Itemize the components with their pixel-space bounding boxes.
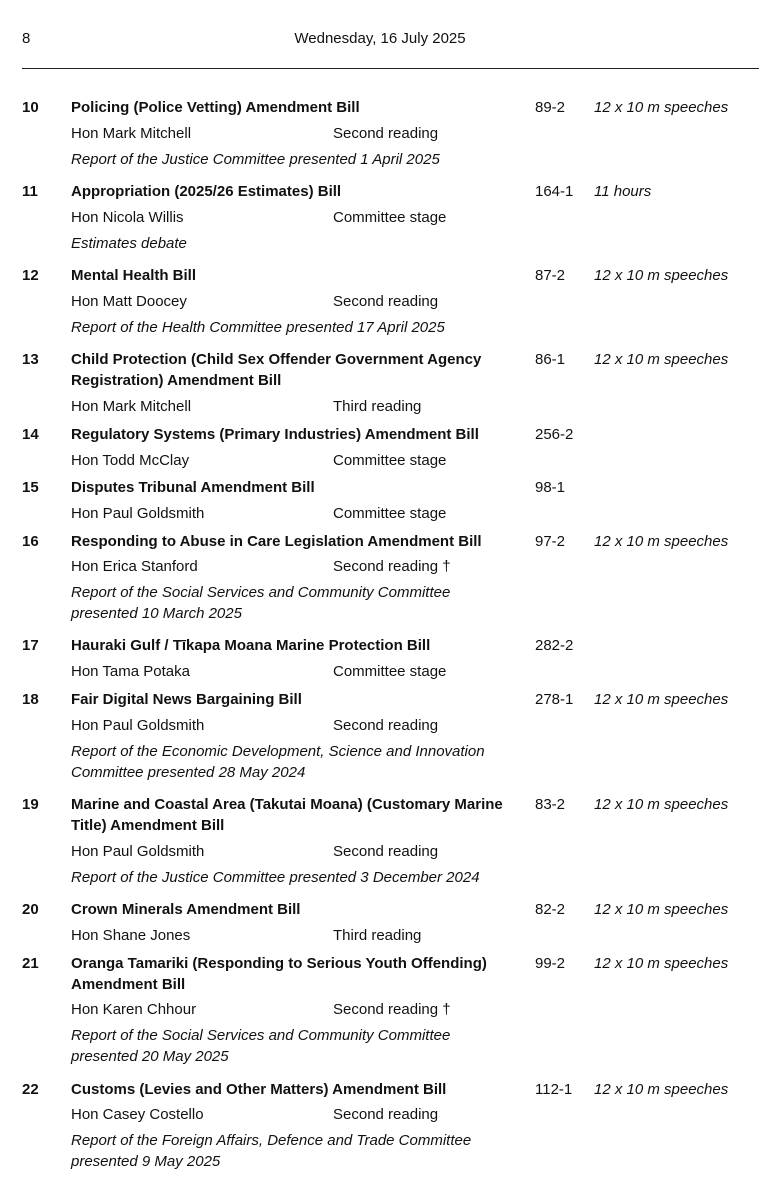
minister-name: Hon Erica Stanford: [71, 558, 198, 575]
page-date: Wednesday, 16 July 2025: [294, 30, 466, 47]
bill-title: Hauraki Gulf / Tīkapa Moana Marine Protection Bill: [71, 637, 431, 654]
item-number: 13: [22, 351, 39, 368]
minister-name: Hon Todd McClay: [71, 452, 190, 469]
bill-entry-16: [0, 531, 760, 635]
minister-name: Hon Tama Potaka: [71, 663, 190, 680]
bill-title: Disputes Tribunal Amendment Bill: [71, 479, 315, 496]
debate-time: 12 x 10 m speeches: [594, 1081, 729, 1098]
committee-note: Report of the Justice Committee presented 1 April 2025: [71, 151, 440, 168]
debate-time: 12 x 10 m speeches: [594, 267, 729, 284]
item-number: 15: [22, 479, 39, 496]
bill-entry-20: [0, 899, 760, 953]
item-number: 14: [22, 426, 39, 443]
bill-entry-14: [0, 424, 760, 477]
minister-name: Hon Karen Chhour: [71, 1001, 197, 1018]
bill-number: 98-1: [535, 479, 566, 496]
committee-note: Report of the Foreign Affairs, Defence and Trade Committee presented 9 May 2025: [71, 1132, 472, 1170]
bill-title: Policing (Police Vetting) Amendment Bill: [71, 99, 360, 116]
item-number: 16: [22, 533, 39, 550]
reading-stage: Third reading: [333, 398, 422, 415]
bill-entry-17: [0, 635, 760, 689]
committee-note: Estimates debate: [71, 235, 187, 252]
bill-entry-19: [0, 794, 760, 899]
bill-number: 278-1: [535, 691, 574, 708]
reading-stage: Committee stage: [333, 505, 447, 522]
reading-stage: Second reading †: [333, 558, 451, 575]
bill-entry-13: [0, 349, 760, 424]
bill-number: 87-2: [535, 267, 566, 284]
item-number: 19: [22, 796, 39, 813]
bill-number: 86-1: [535, 351, 566, 368]
debate-time: 11 hours: [594, 183, 652, 200]
bill-entry-15: [0, 477, 760, 531]
bill-title: Customs (Levies and Other Matters) Amendment Bill: [71, 1081, 447, 1098]
bill-title: Oranga Tamariki (Responding to Serious Youth Offending) Amendment Bill: [71, 955, 487, 993]
bill-entry-10: [0, 97, 760, 181]
bill-entry-22: [0, 1079, 760, 1169]
reading-stage: Committee stage: [333, 663, 447, 680]
bill-title: Crown Minerals Amendment Bill: [71, 901, 301, 918]
header-rule: [22, 68, 759, 69]
reading-stage: Committee stage: [333, 209, 447, 226]
committee-note: Report of the Social Services and Community Committee presented 20 May 2025: [71, 1027, 451, 1065]
bill-title: Regulatory Systems (Primary Industries) Amendment Bill: [71, 426, 479, 443]
minister-name: Hon Nicola Willis: [71, 209, 184, 226]
item-number: 11: [22, 183, 38, 200]
reading-stage: Second reading: [333, 843, 439, 860]
bill-title: Responding to Abuse in Care Legislation Amendment Bill: [71, 533, 482, 550]
bill-number: 99-2: [535, 955, 566, 972]
debate-time: 12 x 10 m speeches: [594, 901, 729, 918]
item-number: 21: [22, 955, 39, 972]
reading-stage: Second reading: [333, 293, 439, 310]
minister-name: Hon Paul Goldsmith: [71, 505, 205, 522]
bill-number: 83-2: [535, 796, 566, 813]
committee-note: Report of the Health Committee presented 17 April 2025: [71, 319, 445, 336]
bill-number: 89-2: [535, 99, 566, 116]
item-number: 18: [22, 691, 39, 708]
bill-entry-18: [0, 689, 760, 794]
minister-name: Hon Paul Goldsmith: [71, 717, 205, 734]
minister-name: Hon Paul Goldsmith: [71, 843, 205, 860]
minister-name: Hon Shane Jones: [71, 927, 191, 944]
minister-name: Hon Mark Mitchell: [71, 398, 192, 415]
order-paper-entries: [0, 97, 760, 1169]
reading-stage: Second reading: [333, 717, 439, 734]
item-number: 12: [22, 267, 39, 284]
bill-number: 164-1: [535, 183, 574, 200]
debate-time: 12 x 10 m speeches: [594, 99, 729, 116]
reading-stage: Second reading: [333, 125, 439, 142]
committee-note: Report of the Economic Development, Science and Innovation Committee presented 28 May 2024: [71, 743, 485, 781]
bill-number: 256-2: [535, 426, 574, 443]
bill-number: 112-1: [535, 1081, 573, 1098]
bill-title: Child Protection (Child Sex Offender Government Agency Registration) Amendment Bill: [71, 351, 482, 389]
debate-time: 12 x 10 m speeches: [594, 691, 729, 708]
bill-entry-21: [0, 953, 760, 1079]
reading-stage: Third reading: [333, 927, 422, 944]
bill-entry-11: [0, 181, 760, 265]
minister-name: Hon Casey Costello: [71, 1106, 204, 1123]
bill-number: 97-2: [535, 533, 566, 550]
bill-title: Marine and Coastal Area (Takutai Moana) (Customary Marine Title) Amendment Bill: [71, 796, 503, 834]
reading-stage: Second reading: [333, 1106, 439, 1123]
bill-title: Appropriation (2025/26 Estimates) Bill: [71, 183, 342, 200]
bill-title: Fair Digital News Bargaining Bill: [71, 691, 302, 708]
item-number: 10: [22, 99, 39, 116]
bill-title: Mental Health Bill: [71, 267, 197, 284]
debate-time: 12 x 10 m speeches: [594, 351, 729, 368]
minister-name: Hon Mark Mitchell: [71, 125, 192, 142]
minister-name: Hon Matt Doocey: [71, 293, 187, 310]
item-number: 22: [22, 1081, 39, 1098]
reading-stage: Second reading †: [333, 1001, 451, 1018]
bill-entry-12: [0, 265, 760, 349]
item-number: 20: [22, 901, 39, 918]
bill-number: 282-2: [535, 637, 574, 654]
page-number: 8: [22, 30, 31, 47]
committee-note: Report of the Justice Committee presented 3 December 2024: [71, 869, 480, 886]
debate-time: 12 x 10 m speeches: [594, 533, 729, 550]
item-number: 17: [22, 637, 39, 654]
committee-note: Report of the Social Services and Community Committee presented 10 March 2025: [71, 584, 451, 622]
bill-number: 82-2: [535, 901, 566, 918]
debate-time: 12 x 10 m speeches: [594, 955, 729, 972]
debate-time: 12 x 10 m speeches: [594, 796, 729, 813]
reading-stage: Committee stage: [333, 452, 447, 469]
